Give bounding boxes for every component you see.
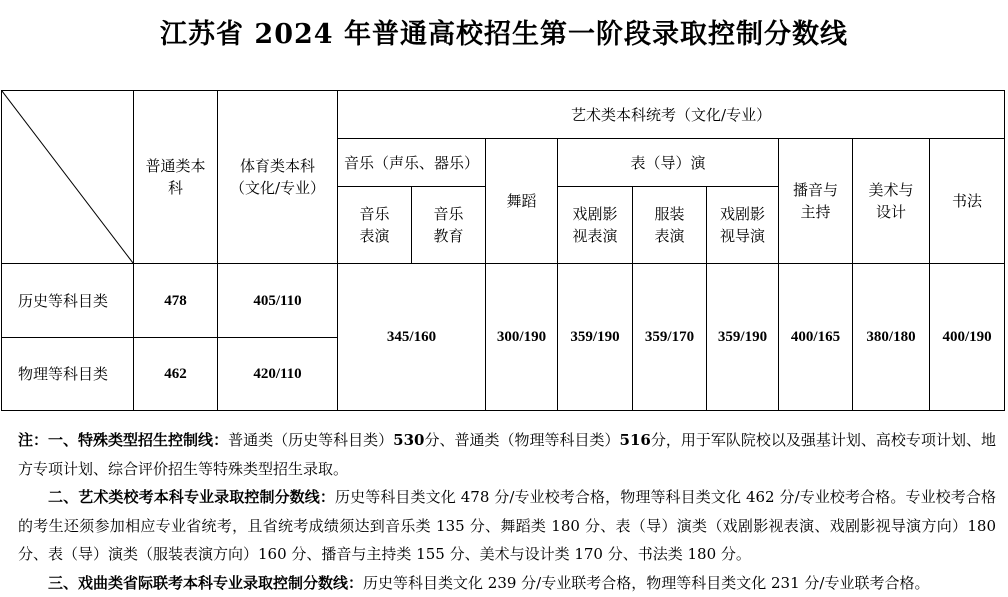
costume-score: 359/170	[633, 264, 707, 411]
note-1-a: 普通类（历史等科目类）	[228, 431, 393, 449]
header-perform: 表（导）演	[558, 139, 779, 187]
note-1-head: 注：一、特殊类型招生控制线：	[18, 431, 228, 449]
note-3-head: 三、戏曲类省际联考本科专业录取控制分数线：	[48, 574, 363, 592]
note-1-score-a: 530	[393, 431, 424, 449]
directing-score: 359/190	[707, 264, 779, 411]
diagonal-line	[2, 91, 133, 263]
general-physics: 462	[134, 338, 218, 411]
row-label-history: 历史等科目类	[2, 264, 134, 338]
broadcast-score: 400/165	[779, 264, 853, 411]
header-fineart: 美术与设计	[853, 139, 930, 264]
header-music-edu: 音乐教育	[412, 187, 486, 264]
pe-physics: 420/110	[218, 338, 338, 411]
note-3	[18, 569, 996, 597]
drama-score: 359/190	[558, 264, 633, 411]
header-drama: 戏剧影视表演	[558, 187, 633, 264]
calligraphy-score: 400/190	[930, 264, 1005, 411]
header-costume: 服装表演	[633, 187, 707, 264]
dance-score: 300/190	[486, 264, 558, 411]
pe-history: 405/110	[218, 264, 338, 338]
header-pe: 体育类本科（文化/专业）	[218, 91, 338, 264]
page-title: 江苏省 2024 年普通高校招生第一阶段录取控制分数线	[0, 12, 1008, 51]
notes	[18, 426, 996, 597]
header-broadcast: 播音与主持	[779, 139, 853, 264]
header-general: 普通类本科	[134, 91, 218, 264]
header-dance: 舞蹈	[486, 139, 558, 264]
note-3-body: 历史等科目类文化 239 分/专业联考合格，物理等科目类文化 231 分/专业联考合格。	[363, 574, 929, 592]
header-directing: 戏剧影视导演	[707, 187, 779, 264]
header-music: 音乐（声乐、器乐）	[338, 139, 486, 187]
row-label-physics: 物理等科目类	[2, 338, 134, 411]
note-1	[18, 426, 996, 483]
note-2	[18, 483, 996, 569]
header-calligraphy: 书法	[930, 139, 1005, 264]
header-music-perf: 音乐表演	[338, 187, 412, 264]
note-2-head: 二、艺术类校考本科专业录取控制分数线：	[48, 488, 335, 506]
header-art: 艺术类本科统考（文化/专业）	[338, 91, 1005, 139]
corner-cell	[2, 91, 134, 264]
general-history: 478	[134, 264, 218, 338]
fineart-score: 380/180	[853, 264, 930, 411]
music-score: 345/160	[338, 264, 486, 411]
note-1-score-b: 516	[620, 431, 651, 449]
note-1-c: 分，用于军队院校以及强基计划、高校专项计划、地方专项计划、综合评价招生等特殊类型招生录取。	[18, 431, 996, 478]
note-1-b: 分、普通类（物理等科目类）	[424, 431, 619, 449]
score-table	[1, 90, 1005, 411]
note-2-body: 历史等科目类文化 478 分/专业校考合格，物理等科目类文化 462 分/专业校考合格。专业校考合格的考生还须参加相应专业省统考，且省统考成绩须达到音乐类 135 分、舞蹈类 180 分、表（导）演类（戏剧影视表演、戏剧影视导演方向）180 分、表（导）演类（服装表演方向）160 分、播音与主持类 155 分、美术与设计类 170 分、书法类 180 分。	[18, 488, 996, 563]
